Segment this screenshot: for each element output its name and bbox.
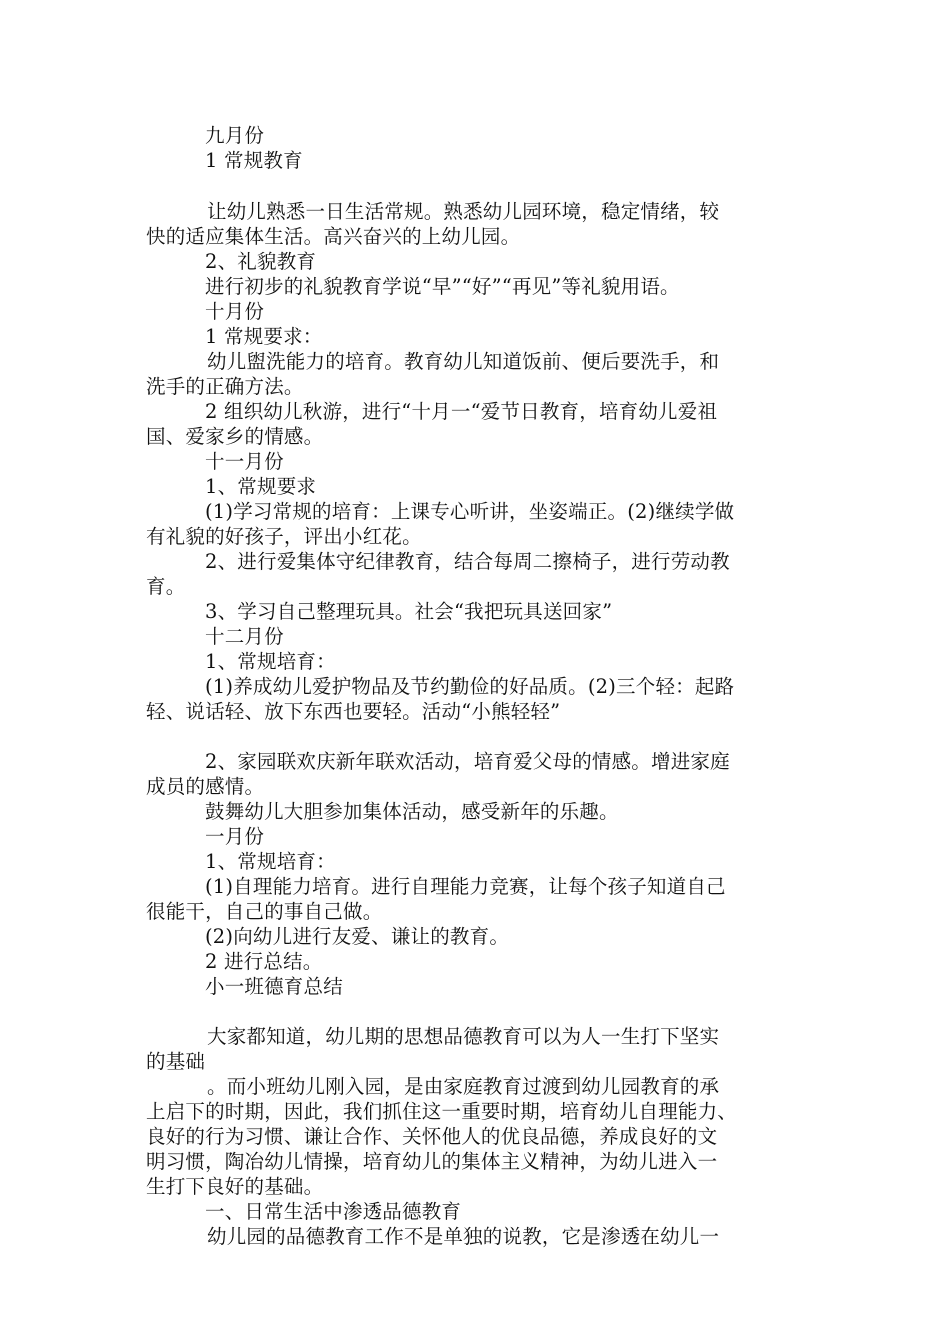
text-line: 上启下的时期，因此，我们抓住这一重要时期，培育幼儿自理能力、 xyxy=(146,1100,738,1123)
text-line: 2、进行爱集体守纪律教育，结合每周二擦椅子，进行劳动教 xyxy=(205,550,730,573)
text-line: 的基础 xyxy=(146,1050,206,1073)
text-line: 良好的行为习惯、谦让合作、关怀他人的优良品德，养成良好的文 xyxy=(146,1125,718,1148)
text-line: 生打下良好的基础。 xyxy=(146,1175,324,1198)
text-line: 明习惯，陶冶幼儿情操，培育幼儿的集体主义精神，为幼儿进入一 xyxy=(146,1150,718,1173)
text-line: 让幼儿熟悉一日生活常规。熟悉幼儿园环境，稳定情绪，较 xyxy=(207,200,720,223)
text-line: 3、学习自己整理玩具。社会“我把玩具送回家” xyxy=(205,600,613,623)
text-line: 1、常规要求 xyxy=(205,475,317,498)
text-line: 轻、说话轻、放下东西也要轻。活动“小熊轻轻” xyxy=(146,700,561,723)
text-line: 国、爱家乡的情感。 xyxy=(146,425,324,448)
heading-december: 十二月份 xyxy=(205,625,284,648)
text-line: 2 组织幼儿秋游，进行“十月一“爱节日教育，培育幼儿爱祖 xyxy=(205,400,718,423)
text-line: 进行初步的礼貌教育学说“早”“好”“再见”等礼貌用语。 xyxy=(205,275,680,298)
text-line: 1 常规要求： xyxy=(205,325,323,348)
text-line: (1)学习常规的培育：上课专心听讲，坐姿端正。(2)继续学做 xyxy=(205,500,735,523)
text-line: 2、家园联欢庆新年联欢活动，培育爱父母的情感。增进家庭 xyxy=(205,750,730,773)
text-line: 很能干，自己的事自己做。 xyxy=(146,900,383,923)
text-line: 2、礼貌教育 xyxy=(205,250,317,273)
text-line: 1、常规培育： xyxy=(205,850,336,873)
text-line: 1、常规培育： xyxy=(205,650,336,673)
section-title: 小一班德育总结 xyxy=(205,975,343,998)
text-line: 育。 xyxy=(146,575,186,598)
heading-october: 十月份 xyxy=(205,300,265,323)
text-line: 有礼貌的好孩子，评出小红花。 xyxy=(146,525,422,548)
text-line: 幼儿园的品德教育工作不是单独的说教，它是渗透在幼儿一 xyxy=(207,1225,720,1248)
text-line: 。而小班幼儿刚入园，是由家庭教育过渡到幼儿园教育的承 xyxy=(207,1075,720,1098)
text-line: 洗手的正确方法。 xyxy=(146,375,304,398)
text-line: (1)养成幼儿爱护物品及节约勤俭的好品质。(2)三个轻：起路 xyxy=(205,675,735,698)
text-line: 成员的感情。 xyxy=(146,775,265,798)
text-line: (2)向幼儿进行友爱、谦让的教育。 xyxy=(205,925,510,948)
heading-november: 十一月份 xyxy=(205,450,284,473)
text-line: 鼓舞幼儿大胆参加集体活动，感受新年的乐趣。 xyxy=(205,800,619,823)
subsection-title: 一、日常生活中渗透品德教育 xyxy=(205,1200,462,1223)
text-line: (1)自理能力培育。进行自理能力竞赛，让每个孩子知道自己 xyxy=(205,875,726,898)
heading-september: 九月份 xyxy=(205,124,265,147)
text-line: 快的适应集体生活。高兴奋兴的上幼儿园。 xyxy=(146,225,521,248)
text-line: 2 进行总结。 xyxy=(205,950,323,973)
heading-january: 一月份 xyxy=(205,825,265,848)
text-line: 1 常规教育 xyxy=(205,149,303,172)
text-line: 幼儿盥洗能力的培育。教育幼儿知道饭前、便后要洗手，和 xyxy=(207,350,720,373)
text-line: 大家都知道，幼儿期的思想品德教育可以为人一生打下坚实 xyxy=(207,1025,720,1048)
